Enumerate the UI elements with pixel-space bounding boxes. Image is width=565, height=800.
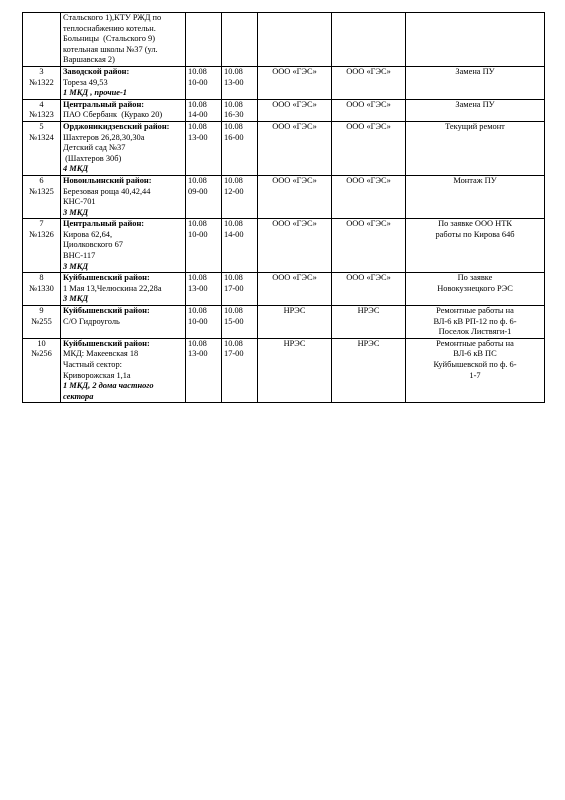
work-description-cell-line: Замена ПУ bbox=[455, 66, 495, 76]
table-row bbox=[23, 338, 545, 403]
end-time-cell-line: 10.08 bbox=[224, 306, 243, 316]
work-description-cell bbox=[406, 66, 545, 99]
request-number: №255 bbox=[31, 316, 52, 326]
end-time-cell-line: 10.08 bbox=[224, 175, 243, 185]
responsible-cell bbox=[332, 66, 406, 99]
end-time-cell-line: 10.08 bbox=[224, 338, 243, 348]
work-description-cell-line: ВЛ-6 кВ ПС bbox=[453, 349, 497, 359]
work-description-cell-line: Куйбышевской по ф. 6- bbox=[433, 360, 517, 369]
start-time-cell-line: 14-00 bbox=[188, 110, 208, 120]
address-line: (Шахтеров 30б) bbox=[63, 153, 122, 163]
address-line: КНС-701 bbox=[63, 197, 96, 207]
organization-cell-line: ООО «ГЭС» bbox=[272, 121, 317, 131]
organization-cell-line: ООО «ГЭС» bbox=[272, 66, 317, 76]
organization-cell-line: ООО «ГЭС» bbox=[272, 219, 317, 229]
end-time-cell-line: 10.08 bbox=[224, 66, 243, 76]
responsible-cell bbox=[332, 306, 406, 339]
start-time-cell-line: 10.08 bbox=[188, 66, 207, 76]
work-description-cell bbox=[406, 13, 545, 67]
end-time-cell bbox=[222, 99, 258, 121]
responsible-cell bbox=[332, 273, 406, 306]
organization-cell-line: НРЭС bbox=[283, 306, 306, 316]
address-cell bbox=[61, 66, 186, 99]
organization-cell bbox=[258, 121, 332, 175]
end-time-cell-line: 16-30 bbox=[224, 110, 244, 120]
district-name: Центральный район: bbox=[63, 99, 145, 109]
work-description-cell-line: работы по Кирова 64б bbox=[435, 229, 515, 239]
row-number-cell bbox=[23, 273, 61, 306]
end-time-cell-line: 17-00 bbox=[224, 283, 244, 293]
start-time-cell-line: 10.08 bbox=[188, 99, 207, 109]
row-number-cell bbox=[23, 338, 61, 403]
responsible-cell-line: ООО «ГЭС» bbox=[346, 219, 391, 229]
start-time-cell bbox=[186, 175, 222, 218]
address-cell bbox=[61, 219, 186, 273]
start-time-cell-line: 10.08 bbox=[188, 273, 207, 283]
address-line: теплоснабжению котельн. bbox=[63, 23, 156, 33]
organization-cell bbox=[258, 99, 332, 121]
request-number: №1323 bbox=[29, 110, 54, 120]
start-time-cell-line: 10.08 bbox=[188, 219, 207, 229]
district-name: Орджоникидзевский район: bbox=[63, 121, 170, 131]
responsible-cell-line: НРЭС bbox=[357, 306, 380, 316]
end-time-cell bbox=[222, 219, 258, 273]
work-description-cell-line: Поселок Листвяги-1 bbox=[438, 327, 512, 337]
address-cell bbox=[61, 306, 186, 339]
address-line: Больницы (Стальского 9) bbox=[63, 34, 155, 44]
row-index: 7 bbox=[39, 219, 44, 229]
building-summary: сектора bbox=[63, 391, 94, 401]
start-time-cell-line: 10-00 bbox=[188, 316, 208, 326]
address-line: Частный сектор: bbox=[63, 360, 122, 369]
request-number: №1330 bbox=[29, 283, 54, 293]
organization-cell bbox=[258, 219, 332, 273]
end-time-cell-line: 10.08 bbox=[224, 121, 243, 131]
organization-cell-line: ООО «ГЭС» bbox=[272, 273, 317, 283]
responsible-cell bbox=[332, 219, 406, 273]
organization-cell bbox=[258, 175, 332, 218]
work-description-cell-line: Ремонтные работы на bbox=[436, 306, 514, 316]
district-name: Центральный район: bbox=[63, 219, 145, 229]
table-row bbox=[23, 13, 545, 67]
address-cell bbox=[61, 273, 186, 306]
end-time-cell bbox=[222, 13, 258, 67]
start-time-cell-line: 10-00 bbox=[188, 77, 208, 87]
building-summary: 3 МКД bbox=[63, 207, 89, 217]
table-row bbox=[23, 66, 545, 99]
address-line: Циолковского 67 bbox=[63, 240, 123, 250]
responsible-cell-line: ООО «ГЭС» bbox=[346, 99, 391, 109]
end-time-cell-line: 12-00 bbox=[224, 186, 244, 196]
request-number: №1324 bbox=[29, 132, 54, 142]
start-time-cell-line: 10-00 bbox=[188, 229, 208, 239]
organization-cell-line: НРЭС bbox=[283, 338, 306, 348]
start-time-cell-line: 09-00 bbox=[188, 186, 208, 196]
responsible-cell bbox=[332, 99, 406, 121]
end-time-cell bbox=[222, 338, 258, 403]
responsible-cell bbox=[332, 13, 406, 67]
end-time-cell bbox=[222, 306, 258, 339]
building-summary: 3 МКД bbox=[63, 261, 89, 271]
row-index: 5 bbox=[39, 121, 44, 131]
row-index: 9 bbox=[39, 306, 44, 316]
work-description-cell-line: Новокузнецкого РЭС bbox=[437, 283, 513, 293]
responsible-cell bbox=[332, 175, 406, 218]
end-time-cell-line: 13-00 bbox=[224, 77, 244, 87]
row-number-cell bbox=[23, 175, 61, 218]
building-summary: 4 МКД bbox=[63, 164, 89, 174]
table-row bbox=[23, 121, 545, 175]
work-description-cell-line: Замена ПУ bbox=[455, 99, 495, 109]
address-line: котельная школы №37 (ул. bbox=[63, 44, 158, 54]
row-index: 10 bbox=[37, 338, 46, 348]
organization-cell-line: ООО «ГЭС» bbox=[272, 99, 317, 109]
start-time-cell-line: 13-00 bbox=[188, 349, 208, 359]
work-description-cell bbox=[406, 338, 545, 403]
table-row bbox=[23, 219, 545, 273]
address-line: МКД: Макеевская 18 bbox=[63, 349, 139, 359]
address-cell bbox=[61, 338, 186, 403]
responsible-cell-line: НРЭС bbox=[357, 338, 380, 348]
table-row bbox=[23, 99, 545, 121]
address-line: Варшавская 2) bbox=[63, 55, 115, 65]
building-summary: 3 МКД bbox=[63, 294, 89, 304]
address-line: Криворожская 1,1а bbox=[63, 370, 131, 380]
work-description-cell-line: 1-7 bbox=[469, 370, 481, 380]
work-description-cell-line: По заявке bbox=[457, 273, 493, 283]
start-time-cell-line: 13-00 bbox=[188, 132, 208, 142]
address-cell bbox=[61, 13, 186, 67]
row-number-cell bbox=[23, 219, 61, 273]
end-time-cell bbox=[222, 66, 258, 99]
responsible-cell-line: ООО «ГЭС» bbox=[346, 273, 391, 283]
work-description-cell bbox=[406, 175, 545, 218]
start-time-cell bbox=[186, 273, 222, 306]
table-row bbox=[23, 306, 545, 339]
address-line: Тореза 49,53 bbox=[63, 77, 108, 87]
end-time-cell-line: 16-00 bbox=[224, 132, 244, 142]
start-time-cell-line: 10.08 bbox=[188, 175, 207, 185]
table-row bbox=[23, 273, 545, 306]
work-description-cell-line: ВЛ-6 кВ РП-12 по ф. 6- bbox=[433, 316, 517, 326]
end-time-cell bbox=[222, 175, 258, 218]
end-time-cell-line: 17-00 bbox=[224, 349, 244, 359]
start-time-cell-line: 13-00 bbox=[188, 283, 208, 293]
outage-schedule-table bbox=[22, 12, 545, 403]
work-description-cell-line: Текущий ремонт bbox=[445, 121, 505, 131]
responsible-cell-line: ООО «ГЭС» bbox=[346, 175, 391, 185]
district-name: Куйбышевский район: bbox=[63, 306, 150, 316]
responsible-cell-line: ООО «ГЭС» bbox=[346, 121, 391, 131]
work-description-cell bbox=[406, 219, 545, 273]
work-description-cell bbox=[406, 99, 545, 121]
row-index: 4 bbox=[39, 99, 44, 109]
address-line: Березовая роща 40,42,44 bbox=[63, 186, 151, 196]
organization-cell bbox=[258, 66, 332, 99]
row-number-cell bbox=[23, 99, 61, 121]
work-description-cell bbox=[406, 306, 545, 339]
start-time-cell bbox=[186, 13, 222, 67]
responsible-cell bbox=[332, 121, 406, 175]
end-time-cell-line: 15-00 bbox=[224, 316, 244, 326]
organization-cell-line: ООО «ГЭС» bbox=[272, 175, 317, 185]
address-line: Детский сад №37 bbox=[63, 143, 126, 153]
request-number: №1326 bbox=[29, 229, 54, 239]
address-line: С/О Гидроуголь bbox=[63, 316, 120, 326]
work-description-cell bbox=[406, 121, 545, 175]
address-line: Стальского 1),КТУ РЖД по bbox=[63, 13, 162, 22]
end-time-cell-line: 14-00 bbox=[224, 229, 244, 239]
start-time-cell bbox=[186, 219, 222, 273]
row-number-cell bbox=[23, 121, 61, 175]
building-summary: 1 МКД , прочие-1 bbox=[63, 88, 127, 98]
address-cell bbox=[61, 175, 186, 218]
work-description-cell bbox=[406, 273, 545, 306]
organization-cell bbox=[258, 273, 332, 306]
row-number-cell bbox=[23, 13, 61, 67]
start-time-cell-line: 10.08 bbox=[188, 306, 207, 316]
organization-cell bbox=[258, 13, 332, 67]
address-line: Кирова 62,64, bbox=[63, 229, 113, 239]
work-description-cell-line: Ремонтные работы на bbox=[436, 338, 514, 348]
district-name: Заводской район: bbox=[63, 66, 130, 76]
address-line: Шахтеров 26,28,30,30а bbox=[63, 132, 145, 142]
request-number: №1322 bbox=[29, 77, 54, 87]
start-time-cell-line: 10.08 bbox=[188, 338, 207, 348]
address-line: 1 Мая 13,Челюскина 22,28а bbox=[63, 283, 162, 293]
district-name: Куйбышевский район: bbox=[63, 273, 150, 283]
address-cell bbox=[61, 99, 186, 121]
table-body bbox=[23, 13, 545, 403]
address-line: ВНС-117 bbox=[63, 251, 96, 261]
request-number: №256 bbox=[31, 349, 52, 359]
start-time-cell-line: 10.08 bbox=[188, 121, 207, 131]
address-line: ПАО Сбербанк (Курако 20) bbox=[63, 110, 163, 120]
responsible-cell bbox=[332, 338, 406, 403]
responsible-cell-line: ООО «ГЭС» bbox=[346, 66, 391, 76]
organization-cell bbox=[258, 338, 332, 403]
end-time-cell bbox=[222, 121, 258, 175]
work-description-cell-line: По заявке ООО НТК bbox=[438, 219, 512, 229]
start-time-cell bbox=[186, 99, 222, 121]
address-cell bbox=[61, 121, 186, 175]
start-time-cell bbox=[186, 338, 222, 403]
row-number-cell bbox=[23, 66, 61, 99]
row-index: 6 bbox=[39, 175, 44, 185]
row-index: 8 bbox=[39, 273, 44, 283]
start-time-cell bbox=[186, 66, 222, 99]
district-name: Новоильинский район: bbox=[63, 175, 152, 185]
organization-cell bbox=[258, 306, 332, 339]
district-name: Куйбышевский район: bbox=[63, 338, 150, 348]
table-row bbox=[23, 175, 545, 218]
end-time-cell-line: 10.08 bbox=[224, 273, 243, 283]
start-time-cell bbox=[186, 121, 222, 175]
building-summary: 1 МКД, 2 дома частного bbox=[63, 381, 154, 391]
row-index: 3 bbox=[39, 66, 44, 76]
start-time-cell bbox=[186, 306, 222, 339]
end-time-cell-line: 10.08 bbox=[224, 219, 243, 229]
end-time-cell-line: 10.08 bbox=[224, 99, 243, 109]
work-description-cell-line: Монтаж ПУ bbox=[453, 175, 497, 185]
end-time-cell bbox=[222, 273, 258, 306]
row-number-cell bbox=[23, 306, 61, 339]
request-number: №1325 bbox=[29, 186, 54, 196]
